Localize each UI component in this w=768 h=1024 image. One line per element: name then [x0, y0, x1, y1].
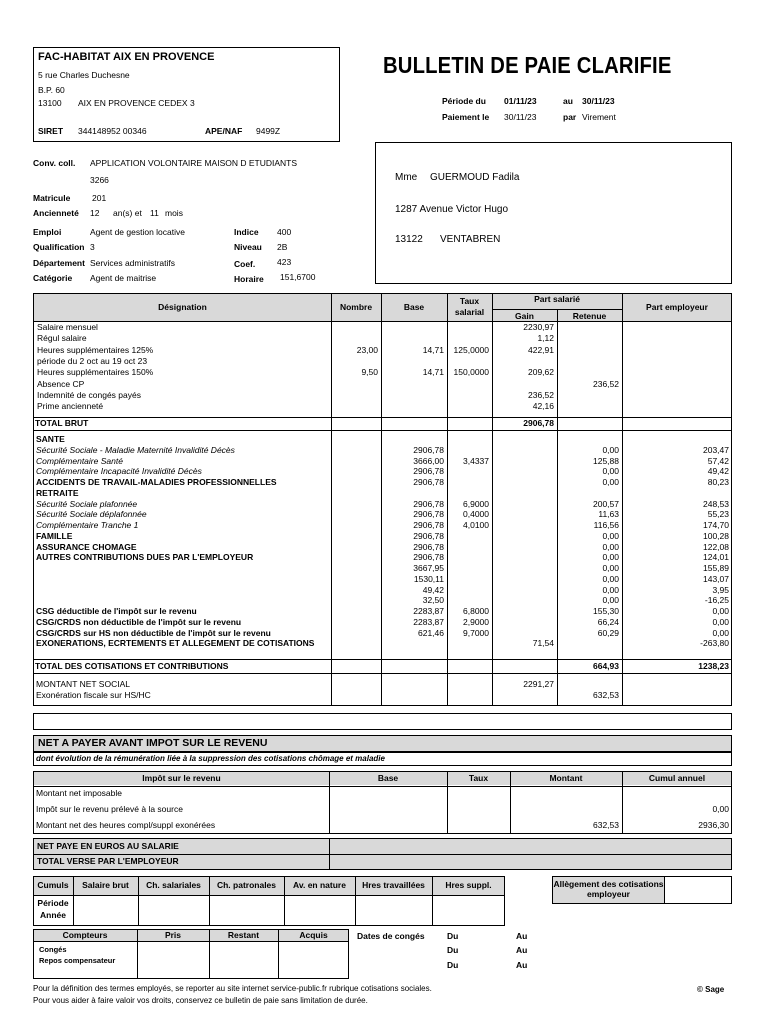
- cotis-row-base: 2283,87: [413, 606, 444, 616]
- horaire-label: Horaire: [234, 274, 264, 284]
- period-from: 01/11/23: [504, 96, 537, 106]
- dates-au: Au: [516, 945, 528, 955]
- brut-row-base: 14,71: [422, 345, 444, 355]
- total-brut-gain: 2906,78: [523, 418, 554, 428]
- cotis-row-base: 2906,78: [413, 531, 444, 541]
- cotis-row-taux: 3,4337: [463, 456, 489, 466]
- anciennete-years: 12: [90, 208, 100, 218]
- brut-row-label: Régul salaire: [37, 333, 87, 343]
- header-gain: Gain: [515, 311, 534, 321]
- exo-fiscale-label: Exonération fiscale sur HS/HC: [36, 690, 151, 700]
- cotis-row-label: Sécurité Sociale plafonnée: [36, 499, 138, 509]
- cotis-row-label: CSG/CRDS non déductible de l'impôt sur le revenu: [36, 617, 242, 627]
- brut-row-label: Heures supplémentaires 150%: [37, 367, 154, 377]
- header-taux-salarial: salarial: [454, 307, 485, 317]
- cumuls-header: Av. en nature: [293, 880, 346, 890]
- dept-label: Département: [33, 258, 85, 268]
- cotis-row-employeur: -263,80: [700, 638, 729, 648]
- niveau-value: 2B: [277, 242, 288, 252]
- cotis-row-retenue: 0,00: [602, 595, 619, 605]
- dates-au: Au: [516, 960, 528, 970]
- cotis-row-label: Complémentaire Incapacité Invalidité Décès: [36, 466, 202, 476]
- cotis-row-retenue: 155,30: [593, 606, 619, 616]
- cotis-row-employeur: 124,01: [703, 552, 729, 562]
- brut-row-label: Prime ancienneté: [37, 401, 104, 411]
- categorie-value: Agent de maitrise: [90, 273, 157, 283]
- cotis-row-retenue: 0,00: [602, 477, 619, 487]
- impot-header-base: Base: [377, 773, 399, 783]
- cotis-row-employeur: 0,00: [712, 628, 729, 638]
- cotis-row-employeur: 80,23: [707, 477, 729, 487]
- net-avant-impot-sub: dont évolution de la rémunération liée à la suppression des cotisations chômage et maladie: [36, 754, 385, 763]
- recipient-city: VENTABREN: [440, 234, 501, 245]
- siret-label: SIRET: [38, 126, 64, 136]
- cotis-row-employeur: 0,00: [712, 606, 729, 616]
- cotis-row-retenue: 116,56: [593, 520, 619, 530]
- siret-value: 344148952 00346: [78, 126, 147, 136]
- cotis-row-employeur: 3,95: [712, 585, 729, 595]
- conv-value: APPLICATION VOLONTAIRE MAISON D ETUDIANTS: [90, 158, 298, 168]
- total-verse-label: TOTAL VERSE PAR L'EMPLOYEUR: [37, 856, 179, 866]
- conges-header-acquis: Acquis: [299, 930, 328, 940]
- brut-row-label: période du 2 oct au 19 oct 23: [37, 356, 148, 366]
- recipient-street: 1287 Avenue Victor Hugo: [395, 204, 509, 215]
- cumuls-header: Ch. patronales: [216, 880, 277, 890]
- cotis-row-base: 2906,78: [413, 466, 444, 476]
- impot-row-label: Montant net imposable: [36, 788, 122, 798]
- conges-header-restant: Restant: [227, 930, 260, 940]
- brut-row-retenue: 236,52: [593, 379, 619, 389]
- impot-row-montant: 632,53: [593, 820, 619, 830]
- cotis-row-retenue: 0,00: [602, 574, 619, 584]
- payment-par-label: par: [563, 112, 577, 122]
- cotis-row-label: CSG/CRDS sur HS non déductible de l'impôt sur le revenu: [36, 628, 271, 638]
- impot-row-label: Montant net des heures compl/suppl exonérées: [36, 820, 216, 830]
- dates-du: Du: [447, 931, 459, 941]
- cotis-row-retenue: 11,63: [598, 509, 619, 519]
- cotis-row-retenue: 0,00: [602, 445, 619, 455]
- cotis-row-label: Complémentaire Tranche 1: [36, 520, 139, 530]
- cotis-row-retenue: 125,88: [593, 456, 619, 466]
- cotis-row-base: 2906,78: [413, 445, 444, 455]
- net-paye-label: NET PAYE EN EUROS AU SALARIE: [37, 841, 179, 851]
- allegement-label: Allègement des cotisations employeur: [553, 879, 664, 899]
- cotis-row-base: 621,46: [418, 628, 444, 638]
- cotis-row-taux: 0,4000: [463, 509, 489, 519]
- cotis-row-retenue: 0,00: [602, 542, 619, 552]
- matricule-label: Matricule: [33, 193, 71, 203]
- cotis-row-employeur: 57,42: [707, 456, 729, 466]
- employer-address2: B.P. 60: [38, 85, 65, 95]
- employer-city: AIX EN PROVENCE CEDEX 3: [78, 98, 195, 108]
- brut-row-label: Heures supplémentaires 125%: [37, 345, 154, 355]
- cotis-row-employeur: 122,08: [703, 542, 729, 552]
- cotis-row-employeur: 203,47: [703, 445, 729, 455]
- cotis-row-base: 2283,87: [413, 617, 444, 627]
- payment-method: Virement: [582, 112, 616, 122]
- total-cotis-employeur: 1238,23: [698, 661, 729, 671]
- cotis-row-employeur: 49,42: [707, 466, 729, 476]
- recipient-postcode: 13122: [395, 234, 423, 245]
- matricule-value: 201: [92, 193, 107, 203]
- header-part-employeur: Part employeur: [646, 302, 708, 312]
- brut-row-gain: 42,16: [532, 401, 554, 411]
- brut-row-gain: 236,52: [528, 390, 554, 400]
- cotis-row-retenue: 0,00: [602, 563, 619, 573]
- cotis-row-retenue: 0,00: [602, 531, 619, 541]
- coef-label: Coef.: [234, 259, 256, 269]
- cotis-row-employeur: -16,25: [704, 595, 729, 605]
- document-title: BULLETIN DE PAIE CLARIFIE: [383, 52, 672, 78]
- sage-logo: © Sage: [697, 985, 725, 994]
- cotis-row-employeur: 143,07: [703, 574, 729, 584]
- cotis-row-retenue: 66,24: [597, 617, 619, 627]
- header-part-salarie: Part salarié: [534, 294, 580, 304]
- cumuls-row-periode: Période: [37, 898, 69, 908]
- brut-row-nombre: 23,00: [356, 345, 378, 355]
- cotis-row-taux: 4,0100: [463, 520, 489, 530]
- impot-header-label: Impôt sur le revenu: [142, 773, 221, 783]
- period-label: Période du: [442, 96, 486, 106]
- cotis-row-taux: 2,9000: [463, 617, 489, 627]
- header-taux: Taux: [459, 296, 480, 306]
- cotis-row-label: AUTRES CONTRIBUTIONS DUES PAR L'EMPLOYEUR: [36, 552, 254, 562]
- apenaf-value: 9499Z: [256, 126, 281, 136]
- apenaf-label: APE/NAF: [205, 126, 243, 136]
- footer-line1: Pour la définition des termes employés, se reporter au site internet service-public.fr rubrique cotisations sociales.: [33, 984, 432, 993]
- cotis-row-base: 49,42: [422, 585, 444, 595]
- cumuls-header: Ch. salariales: [146, 880, 201, 890]
- emploi-value: Agent de gestion locative: [90, 227, 185, 237]
- conges-header-compteurs: Compteurs: [62, 930, 108, 940]
- brut-row-label: Absence CP: [37, 379, 85, 389]
- total-cotis-retenue: 664,93: [593, 661, 619, 671]
- recipient-civility: Mme: [395, 172, 418, 183]
- conv-code: 3266: [90, 175, 109, 185]
- impot-row-cumul: 2936,30: [698, 820, 729, 830]
- cotis-row-base: 2906,78: [413, 477, 444, 487]
- cotis-row-base: 3667,95: [413, 563, 444, 573]
- brut-row-gain: 2230,97: [523, 322, 554, 332]
- net-social-label: MONTANT NET SOCIAL: [36, 679, 130, 689]
- cotis-row-label: RETRAITE: [36, 488, 79, 498]
- impot-row-cumul: 0,00: [712, 804, 729, 814]
- brut-row-gain: 209,62: [528, 367, 554, 377]
- employer-postcode: 13100: [38, 98, 62, 108]
- brut-row-base: 14,71: [422, 367, 444, 377]
- cotis-row-label: FAMILLE: [36, 531, 73, 541]
- anciennete-months-unit: mois: [165, 208, 183, 218]
- cotis-row-label: Sécurité Sociale déplafonnée: [36, 509, 147, 519]
- employer-name: FAC-HABITAT AIX EN PROVENCE: [38, 51, 215, 63]
- empty-row: [33, 713, 732, 730]
- cumuls-row-annee: Année: [40, 910, 66, 920]
- cotis-row-base: 2906,78: [413, 542, 444, 552]
- cotis-row-label: ACCIDENTS DE TRAVAIL-MALADIES PROFESSIONNELLES: [36, 477, 277, 487]
- impot-row-label: Impôt sur le revenu prélevé à la source: [36, 804, 183, 814]
- cotis-row-retenue: 200,57: [593, 499, 619, 509]
- cotis-row-retenue: 60,29: [597, 628, 619, 638]
- cumuls-header: Salaire brut: [82, 880, 129, 890]
- qualif-value: 3: [90, 242, 95, 252]
- anciennete-label: Ancienneté: [33, 208, 79, 218]
- cumuls-header: Cumuls: [37, 880, 69, 890]
- cotis-row-employeur: 100,28: [703, 531, 729, 541]
- cotis-row-label: SANTE: [36, 434, 65, 444]
- cotis-row-label: ASSURANCE CHOMAGE: [36, 542, 137, 552]
- anciennete-years-unit: an(s) et: [113, 208, 142, 218]
- period-au-label: au: [563, 96, 573, 106]
- brut-row-taux: 125,0000: [453, 345, 489, 355]
- conv-label: Conv. coll.: [33, 158, 76, 168]
- brut-row-nombre: 9,50: [361, 367, 378, 377]
- impot-header-cumul: Cumul annuel: [648, 773, 706, 783]
- dept-value: Services administratifs: [90, 258, 176, 268]
- cotis-row-base: 2906,78: [413, 499, 444, 509]
- header-designation: Désignation: [158, 302, 207, 312]
- cotis-row-retenue: 0,00: [602, 466, 619, 476]
- anciennete-months: 11: [150, 208, 159, 218]
- impot-header-taux: Taux: [468, 773, 489, 783]
- cotis-row-base: 2906,78: [413, 509, 444, 519]
- dates-au: Au: [516, 931, 528, 941]
- indice-label: Indice: [234, 227, 259, 237]
- cotis-row-label: Sécurité Sociale - Maladie Maternité Invalidité Décès: [36, 445, 235, 455]
- impot-header-montant: Montant: [549, 773, 583, 783]
- total-brut-label: TOTAL BRUT: [35, 418, 89, 428]
- emploi-label: Emploi: [33, 227, 62, 237]
- net-social-gain: 2291,27: [523, 679, 554, 689]
- cotis-row-label: EXONERATIONS, ECRTEMENTS ET ALLEGEMENT DE COTISATIONS: [36, 638, 315, 648]
- horaire-value: 151,6700: [280, 272, 316, 282]
- exo-fiscale-retenue: 632,53: [593, 690, 619, 700]
- cotis-row-base: 2906,78: [413, 552, 444, 562]
- period-to: 30/11/23: [582, 96, 615, 106]
- cotis-row-taux: 9,7000: [463, 628, 489, 638]
- brut-row-gain: 1,12: [537, 333, 554, 343]
- indice-value: 400: [277, 227, 292, 237]
- cotis-row-employeur: 0,00: [712, 617, 729, 627]
- conges-row-conges: Congés: [39, 945, 67, 954]
- payment-label: Paiement le: [442, 112, 490, 122]
- niveau-label: Niveau: [234, 242, 262, 252]
- cotis-row-employeur: 55,23: [707, 509, 729, 519]
- cotis-row-retenue: 0,00: [602, 585, 619, 595]
- total-cotis-label: TOTAL DES COTISATIONS ET CONTRIBUTIONS: [35, 661, 229, 671]
- cumuls-header: Hres travaillées: [362, 880, 425, 890]
- brut-row-label: Salaire mensuel: [37, 322, 98, 332]
- conges-row-repos: Repos compensateur: [39, 956, 116, 965]
- cotis-row-taux: 6,9000: [463, 499, 489, 509]
- cotis-row-label: CSG déductible de l'impôt sur le revenu: [36, 606, 197, 616]
- dates-du: Du: [447, 945, 459, 955]
- recipient-name: GUERMOUD Fadila: [430, 172, 520, 183]
- cotis-row-taux: 6,8000: [463, 606, 489, 616]
- categorie-label: Catégorie: [33, 273, 73, 283]
- conges-header-pris: Pris: [164, 930, 182, 940]
- cotis-row-employeur: 248,53: [703, 499, 729, 509]
- cumuls-header: Hres suppl.: [445, 880, 492, 890]
- net-avant-impot-label: NET A PAYER AVANT IMPOT SUR LE REVENU: [38, 737, 268, 749]
- employer-address1: 5 rue Charles Duchesne: [38, 70, 130, 80]
- cotis-row-label: Complémentaire Santé: [36, 456, 123, 466]
- footer-line2: Pour vous aider à faire valoir vos droits, conservez ce bulletin de paie sans limitation de durée.: [33, 996, 368, 1005]
- cotis-row-gain: 71,54: [532, 638, 554, 648]
- dates-conges-label: Dates de congés: [357, 931, 425, 941]
- cotis-row-employeur: 174,70: [703, 520, 729, 530]
- qualif-label: Qualification: [33, 242, 85, 252]
- header-base: Base: [403, 302, 425, 312]
- cotis-row-employeur: 155,89: [703, 563, 729, 573]
- brut-row-taux: 150,0000: [453, 367, 489, 377]
- cotis-row-retenue: 0,00: [602, 552, 619, 562]
- header-nombre: Nombre: [339, 302, 373, 312]
- brut-row-label: Indemnité de congés payés: [37, 390, 141, 400]
- cotis-row-base: 1530,11: [413, 574, 444, 584]
- dates-du: Du: [447, 960, 459, 970]
- cotis-row-base: 3666,00: [413, 456, 444, 466]
- brut-row-gain: 422,91: [528, 345, 554, 355]
- cotis-row-base: 32,50: [422, 595, 444, 605]
- header-retenue: Retenue: [572, 311, 607, 321]
- coef-value: 423: [277, 257, 292, 267]
- cotis-row-base: 2906,78: [413, 520, 444, 530]
- payment-date: 30/11/23: [504, 112, 537, 122]
